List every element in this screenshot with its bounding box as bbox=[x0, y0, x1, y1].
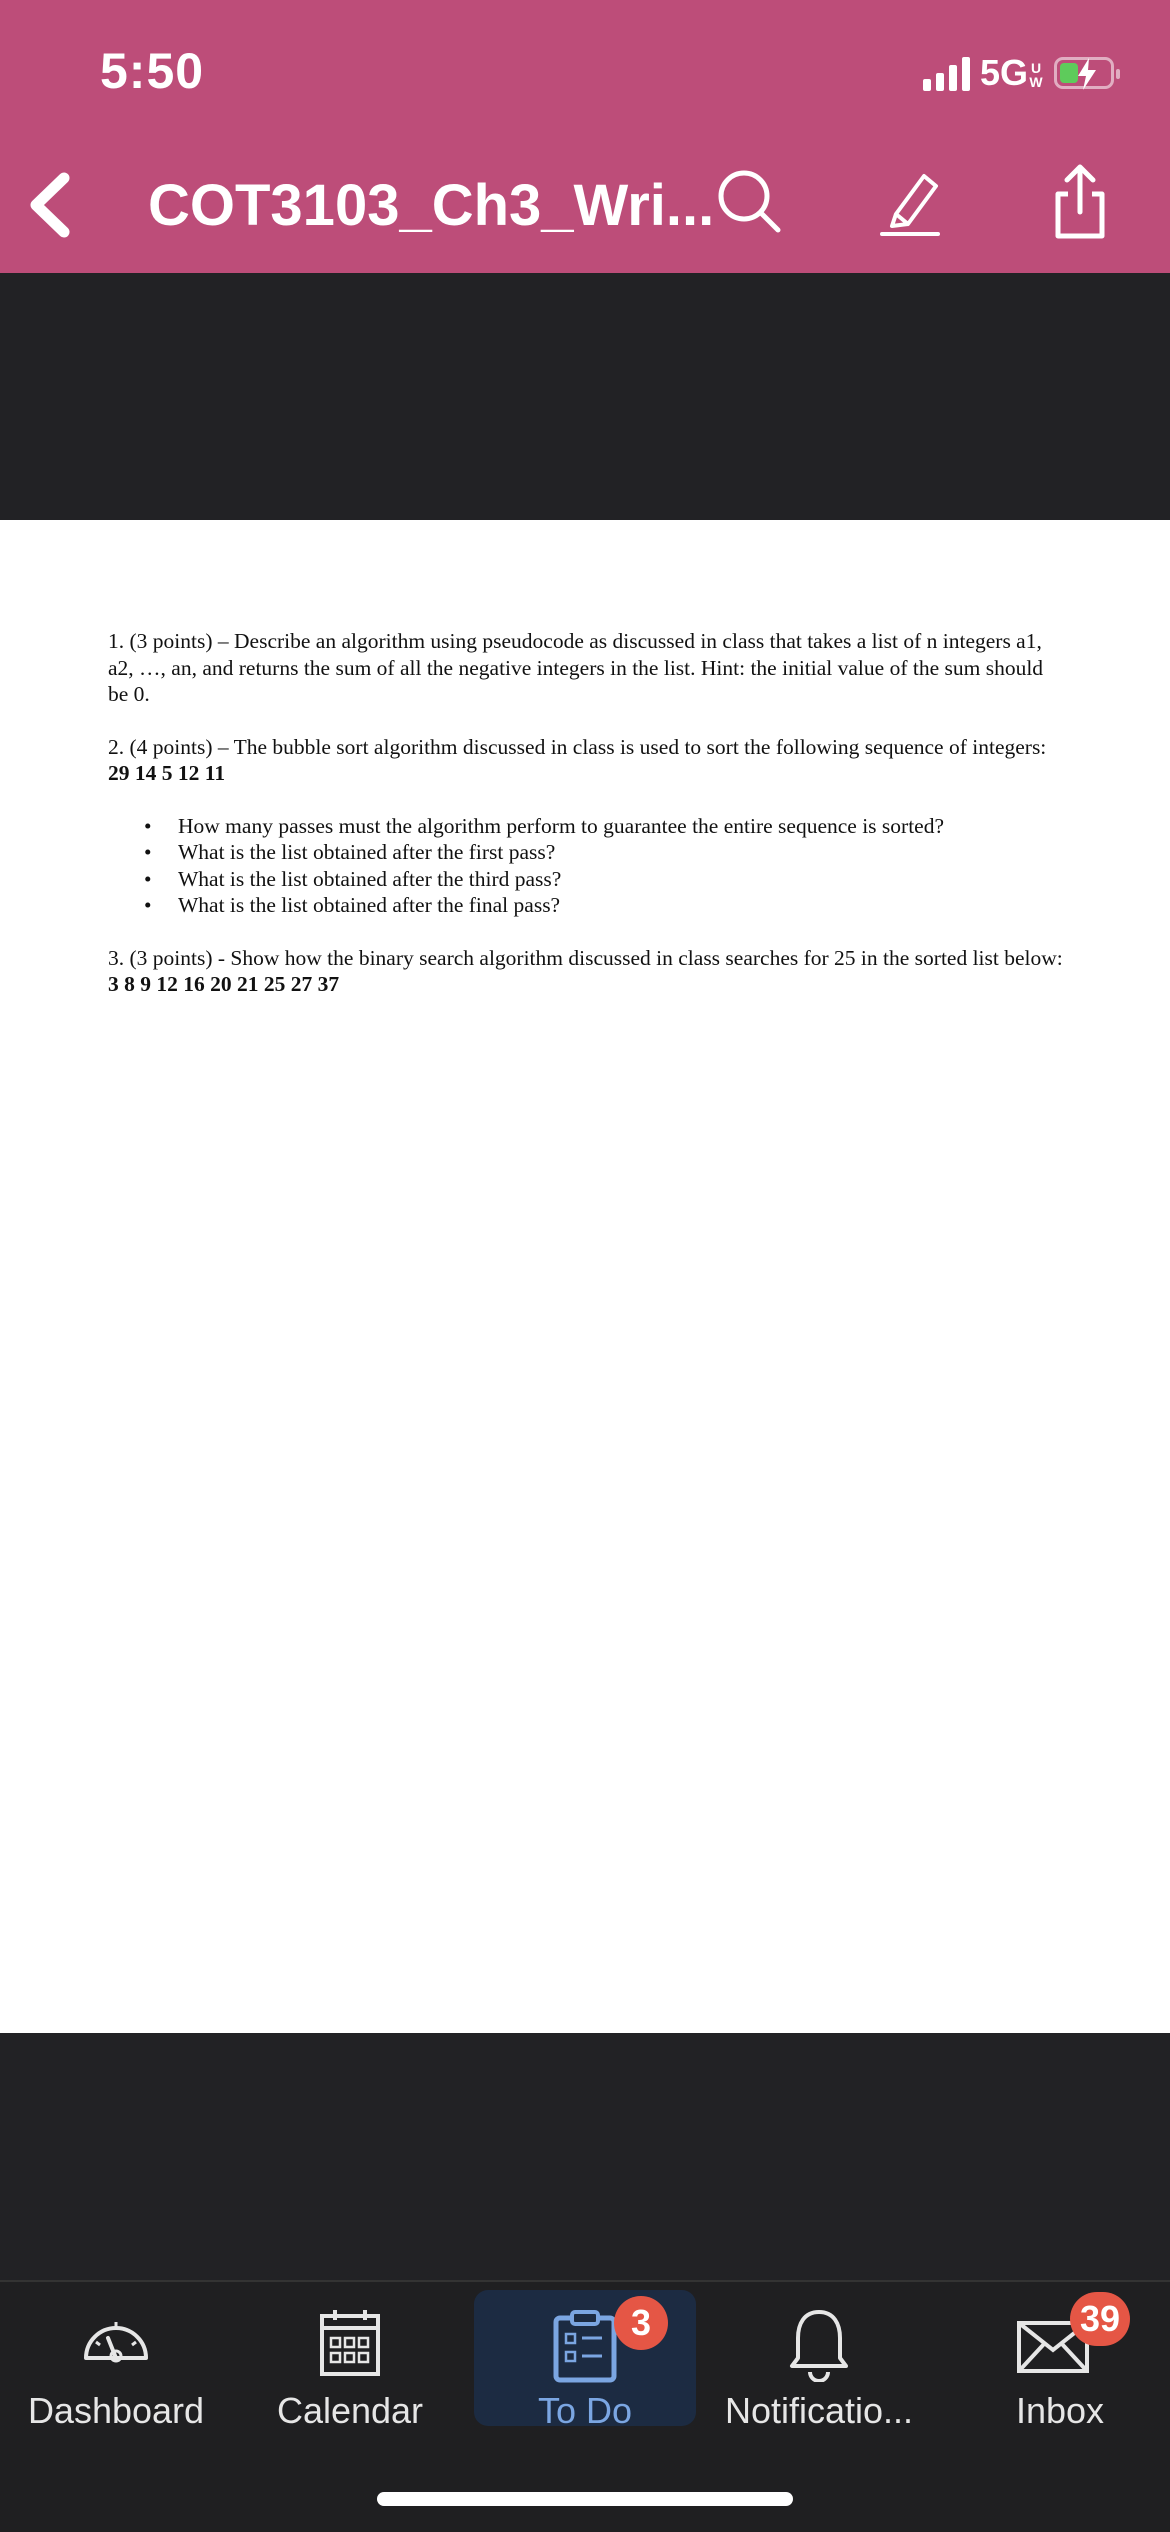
calendar-icon bbox=[319, 2308, 381, 2378]
network-type: 5G U W bbox=[979, 52, 1043, 93]
dashboard-gauge-icon bbox=[78, 2308, 154, 2368]
status-time: 5:50 bbox=[100, 43, 205, 99]
search-icon[interactable] bbox=[710, 160, 790, 240]
bullet-item: • What is the list obtained after the final pass? bbox=[144, 892, 1068, 919]
inbox-badge: 39 bbox=[1070, 2292, 1130, 2346]
bullet-item: • What is the list obtained after the first pass? bbox=[144, 839, 1068, 866]
app-header bbox=[0, 0, 1170, 273]
question-2-bullets bbox=[144, 813, 1068, 919]
bottom-tab-bar bbox=[0, 2280, 1170, 2532]
question-2-sequence: 29 14 5 12 11 bbox=[108, 761, 226, 785]
todo-clipboard-icon bbox=[552, 2308, 618, 2384]
share-icon[interactable] bbox=[1040, 160, 1120, 240]
tab-todo[interactable] bbox=[474, 2290, 696, 2431]
todo-badge: 3 bbox=[614, 2296, 668, 2350]
tab-label: Calendar bbox=[276, 2390, 424, 2431]
status-indicators bbox=[923, 52, 1114, 94]
question-3-sequence: 3 8 9 12 16 20 21 25 27 37 bbox=[108, 972, 340, 996]
question-3: 3. (3 points) - Show how the binary search algorithm discussed in class searches for 25 in the sorted list below: 3 8 9 12 16 20 21 25 27 37 bbox=[108, 945, 1063, 996]
back-chevron-icon[interactable] bbox=[22, 170, 78, 240]
bullet-item: • What is the list obtained after the third pass? bbox=[144, 866, 1068, 893]
tab-label: Notificatio... bbox=[724, 2390, 914, 2431]
highlighter-pen-icon[interactable] bbox=[872, 160, 952, 240]
document-title: COT3103_Ch3_Wri... bbox=[148, 173, 715, 238]
tab-label: To Do bbox=[537, 2390, 633, 2431]
question-1: 1. (3 points) – Describe an algorithm using pseudocode as discussed in class that takes a list of n integers a1, a2, …, an, and returns the sum of all the negative integers in the list. Hint: the initial value of the sum should be 0. bbox=[108, 629, 1044, 706]
bullet-item: • How many passes must the algorithm perform to guarantee the entire sequence is sorted? bbox=[144, 813, 1068, 840]
document-page bbox=[0, 520, 1170, 2033]
tab-label: Inbox bbox=[1015, 2390, 1105, 2431]
tab-calendar[interactable] bbox=[255, 2290, 445, 2510]
bell-icon bbox=[786, 2308, 852, 2382]
document-content bbox=[108, 628, 1068, 1024]
tab-notifications[interactable] bbox=[710, 2290, 928, 2510]
tab-label: Dashboard bbox=[27, 2390, 205, 2431]
question-2: 2. (4 points) – The bubble sort algorithm discussed in class is used to sort the following sequence of integers: 29 14 5 12 11 bbox=[108, 734, 1047, 785]
signal-bars-icon bbox=[923, 55, 970, 91]
battery-icon bbox=[1054, 57, 1114, 89]
tab-inbox[interactable] bbox=[960, 2290, 1160, 2510]
home-indicator[interactable] bbox=[377, 2492, 793, 2506]
tab-dashboard[interactable] bbox=[10, 2290, 222, 2510]
